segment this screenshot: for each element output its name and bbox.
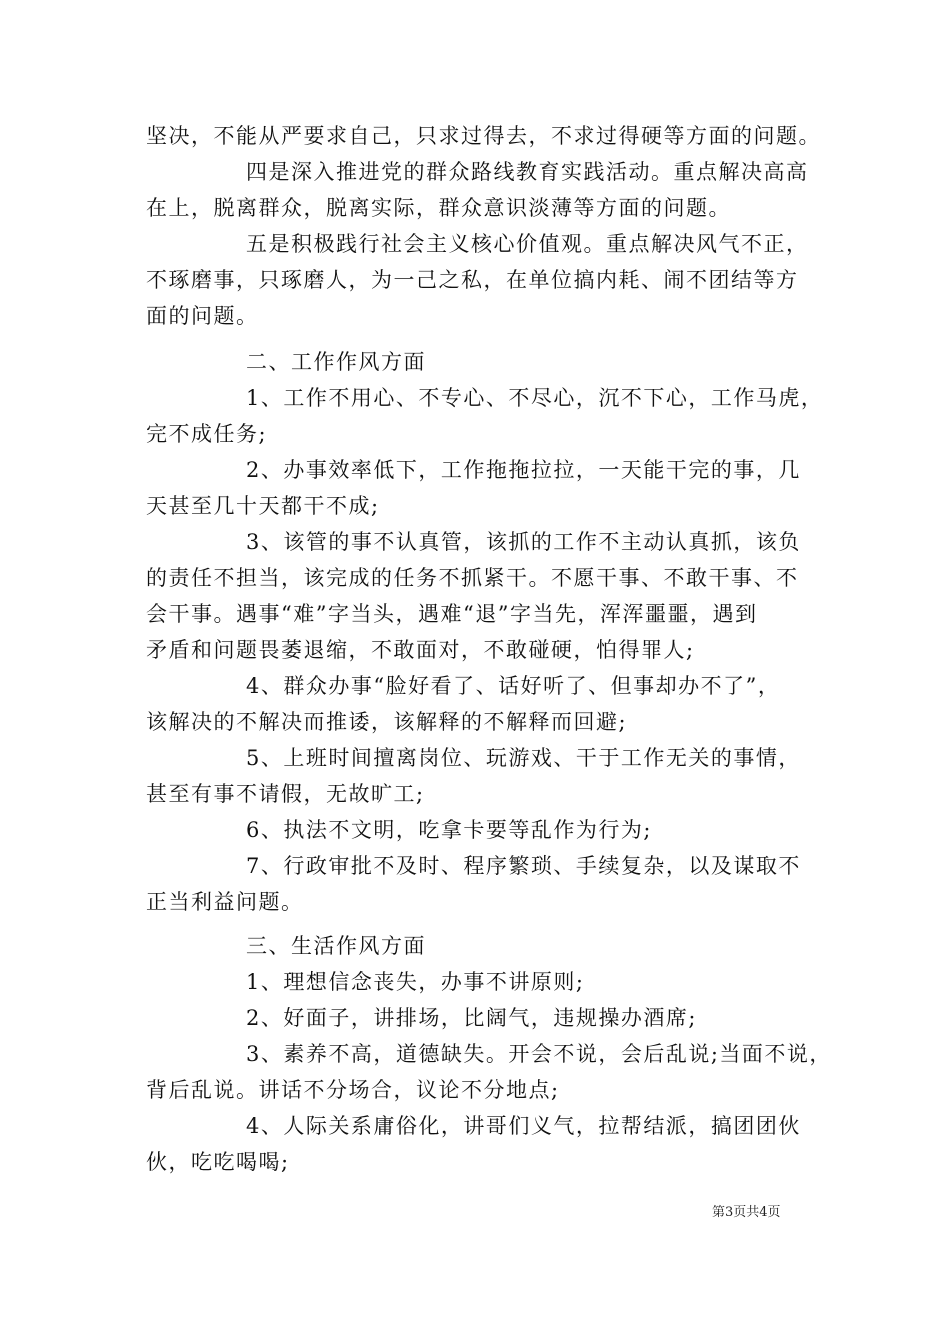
list-item-line: 2、办事效率低下，工作拖拖拉拉，一天能干完的事，几 xyxy=(246,458,801,482)
text-line: 背后乱说。讲话不分场合，议论不分地点; xyxy=(146,1078,560,1102)
text-line: 甚至有事不请假，无故旷工; xyxy=(146,782,425,806)
page-number: 第3页共4页 xyxy=(712,1205,781,1220)
list-item-line: 1、工作不用心、不专心、不尽心，沉不下心，工作马虎， xyxy=(246,386,824,410)
text-line: 面的问题。 xyxy=(146,304,259,328)
list-item-line: 4、群众办事“脸好看了、话好听了、但事却办不了”， xyxy=(246,674,781,698)
text-line: 伙，吃吃喝喝; xyxy=(146,1150,290,1174)
text-line: 会干事。遇事“难”字当头，遇难“退”字当先，浑浑噩噩，遇到 xyxy=(146,602,758,626)
text-line: 坚决，不能从严要求自己，只求过得去，不求过得硬等方面的问题。 xyxy=(146,124,821,148)
section-heading: 三、生活作风方面 xyxy=(246,934,426,958)
list-item-line: 1、理想信念丧失，办事不讲原则; xyxy=(246,970,585,994)
list-item-line: 5、上班时间擅离岗位、玩游戏、干于工作无关的事情， xyxy=(246,746,801,770)
paragraph-line: 五是积极践行社会主义核心价值观。重点解决风气不正， xyxy=(246,232,809,256)
text-line: 天甚至几十天都干不成; xyxy=(146,494,380,518)
list-item-line: 3、素养不高，道德缺失。开会不说，会后乱说;当面不说， xyxy=(246,1042,832,1066)
list-item-line: 2、好面子，讲排场，比阔气，违规操办酒席; xyxy=(246,1006,697,1030)
text-line: 正当利益问题。 xyxy=(146,890,304,914)
text-line: 该解决的不解决而推诿，该解释的不解释而回避; xyxy=(146,710,628,734)
text-line: 的责任不担当，该完成的任务不抓紧干。不愿干事、不敢干事、不 xyxy=(146,566,799,590)
list-item-line: 6、执法不文明，吃拿卡要等乱作为行为; xyxy=(246,818,652,842)
text-line: 不琢磨事，只琢磨人，为一己之私，在单位搞内耗、闹不团结等方 xyxy=(146,268,799,292)
text-line: 在上，脱离群众，脱离实际，群众意识淡薄等方面的问题。 xyxy=(146,196,731,220)
paragraph-line: 四是深入推进党的群众路线教育实践活动。重点解决高高 xyxy=(246,160,809,184)
list-item-line: 7、行政审批不及时、程序繁琐、手续复杂，以及谋取不 xyxy=(246,854,801,878)
list-item-line: 3、该管的事不认真管，该抓的工作不主动认真抓，该负 xyxy=(246,530,801,554)
text-line: 完不成任务; xyxy=(146,422,268,446)
section-heading: 二、工作作风方面 xyxy=(246,350,426,374)
list-item-line: 4、人际关系庸俗化，讲哥们义气，拉帮结派，搞团团伙 xyxy=(246,1114,801,1138)
text-line: 矛盾和问题畏萎退缩，不敢面对，不敢碰硬，怕得罪人; xyxy=(146,638,695,662)
